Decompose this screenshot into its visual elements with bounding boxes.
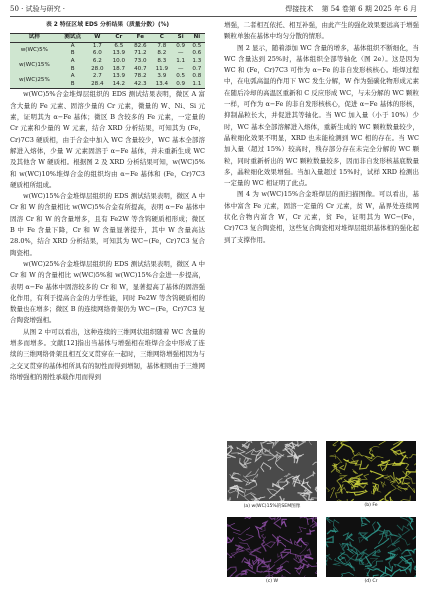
table-cell: 6.2 (92, 58, 102, 65)
table-cell-point: A (70, 42, 75, 49)
table-cell: 71.2 (134, 50, 147, 57)
table-cell-sample: w(WC)25% (18, 77, 50, 84)
map-texture (326, 517, 416, 577)
table-cell-point: A (70, 58, 75, 65)
table-row (10, 58, 205, 66)
body-paragraph: w(WC)25%合金堆焊层组织的 EDS 测试结果表明，微区 A 中 Cr 和 W 的含量相比 w(WC)5%和 w(WC)15%合金进一步提高，表明 α−Fe 基体中固溶较多的 Cr 和 W，显著提高了基体的固溶强化作用，有利于提高合金的力学性能，同时 Fe2W 等含钨硬质相的数量也在增多；微区 B 的连续网络骨架仍为 WC−(Fe，Cr)7C3 复合陶瓷增强相。 (10, 259, 205, 325)
sem-image-panel (227, 441, 317, 501)
table-cell: 11.9 (155, 65, 169, 72)
page-header (10, 3, 417, 17)
table-row (10, 73, 205, 81)
table-cell: 1.1 (176, 58, 186, 65)
table-cell: 8.2 (157, 50, 167, 57)
map-texture (227, 517, 317, 577)
table-cell: 42.3 (134, 80, 147, 87)
table-cell: 1.7 (92, 42, 102, 49)
table-title: 表 2 特征区域 EDS 分析结果（质量分数）(%) (45, 22, 170, 28)
table-header-row (10, 34, 205, 43)
body-paragraph: w(WC)5%合金堆焊层组织的 EDS 测试结果表明，微区 A 富含大量的 Fe 元素、固溶少量的 Cr 元素，微量的 W、Ni、Si 元素，证明其为 α−Fe 基体；微区 B 含较多的 Fe 元素，一定量的 Cr 元素和少量的 W 元素，结合 XRD 分析结果，可知其为 (Fe，Cr)7C3 硬质相，由于合金中加入 WC 含量较少，WC 基本全部溶解进入熔体，少量 W 元素固溶于 α−Fe 基体，并未重新生成 WC 及其他含 W 硬质相。根据图 2 及 XRD 分析结果可知，w(WC)5%和 w(WC)10%堆焊合金的组织均由 α−Fe 基体和 (Fe，Cr)7C3 硬质相所组成。 (10, 90, 205, 189)
table-row (10, 42, 205, 50)
fe-map-panel (326, 441, 416, 501)
table-cell: 6.0 (92, 50, 102, 57)
table-cell: 0.9 (176, 42, 186, 49)
table-cell: 10.0 (112, 58, 126, 65)
panel-background (326, 517, 416, 577)
map-texture (227, 441, 317, 501)
table-cell-point: B (70, 65, 75, 72)
table-cell: 28.4 (91, 80, 104, 87)
table-cell: — (177, 65, 184, 72)
table-cell: 1.3 (192, 58, 202, 65)
journal-volume: 第 54 卷第 6 期 2025 年 6 月 (321, 5, 417, 13)
journal-name: 焊接技术 (285, 5, 314, 13)
table-cell: — (177, 50, 184, 57)
table-cell: 0.8 (192, 73, 202, 80)
eds-table (10, 33, 205, 89)
figure-caption: (d) Cr (364, 579, 378, 584)
figure-caption: (a) w(WC)15%的SEM图像 (243, 504, 301, 509)
right-column (224, 20, 419, 246)
table-header-cell: 测试点 (64, 34, 82, 41)
table-cell: 0.9 (176, 80, 186, 87)
table-header-cell: 试样 (28, 34, 40, 41)
cr-map-panel (326, 517, 416, 577)
body-paragraph: w(WC)15%合金堆焊层组织的 EDS 测试结果表明，微区 A 中 Cr 和 W 的含量相比 w(WC)5%合金有所提高，表明 α−Fe 基体中固溶 Cr 和 W 的含量增多，且有 Fe2W 等含钨硬质相形成；微区 B 中 Fe 含量下降，Cr 和 W 含量显著提升，其中 W 含量高达 28.0%，结合 XRD 分析结果，可知其为 WC−(Fe，Cr)7C3 复合陶瓷相。 (10, 192, 205, 257)
body-paragraph: 图 2 显示，随着添加 WC 含量的增多，基体组织不断细化，当 WC 含量达到 25%时，基体组织全部等轴化（图 2e）。这是因为 WC 和 (Fe，Cr)7C3 可作为 α−Fe 的非自发形核核心。堆焊过程中，在电弧高温的作用下 WC 发生分解，W 作为强碳化物形成元素在随后冷却的高温区重新和 C 反应形成 WC，与未分解的 WC 颗粒一样，可作为 α−Fe 的非自发形核核心，促进 α−Fe 基体的形核，抑制晶粒长大，并促进其等轴化。当 WC 加入量（小于 10%）少时，WC 基本全部溶解进入熔体，重新生成的 WC 颗粒数量较少，晶粒细化效果不明显，XRD 也未能检测到 WC 相的存在。当 WC 加入量（超过 15%）较高时，残存部分存在未完全分解的 WC 颗粒，同时重新析出的 WC 颗粒数量较多，因而非自发形核基底数量多，晶粒细化效果增强。当加入量超过 15%时，试样 XRD 检测出一定量的 WC 相证明了此点。 (224, 43, 419, 188)
table-cell-point: B (70, 80, 75, 87)
table-header-cell: Si (177, 34, 184, 41)
table-cell: 78.2 (134, 73, 147, 80)
table-cell: 28.0 (91, 65, 104, 72)
table-cell: 13.4 (155, 80, 169, 87)
page-number-section: 50 · 试验与研究 · (10, 5, 66, 13)
table-cell: 73.0 (134, 58, 147, 65)
table-cell: 18.7 (112, 65, 126, 72)
table-cell: 3.9 (157, 73, 167, 80)
table-cell: 0.6 (192, 50, 202, 57)
table-cell-sample: w(WC)15% (18, 61, 50, 68)
table-header-cell: Cr (115, 34, 123, 41)
table-cell: 13.9 (112, 50, 126, 57)
table-cell-point: A (70, 73, 75, 80)
figure-caption: (c) W (265, 579, 279, 584)
figure-4 (224, 441, 419, 587)
table-cell: 8.3 (157, 58, 167, 65)
table-header-cell: W (94, 34, 101, 41)
w-map-panel (227, 517, 317, 577)
table-cell: 2.7 (92, 73, 102, 80)
table-cell-sample: w(WC)5% (20, 46, 48, 53)
body-paragraph: 从图 2 中可以看出，这种连续的三维网状组织随着 WC 含量的增多而增多。文献[12]指出当基体与增强相在堆焊合金中形成了连续的三维网络骨架且相互交叉贯穿在一起时，三维网络增强相因为与之交叉贯穿的基体相所具有的韧性而得到增韧，基体相则由于三维网络增强相的刚性承载作用而得到 (10, 327, 205, 381)
table-header-cell: C (159, 34, 164, 41)
table-cell: 0.5 (176, 73, 186, 80)
table-cell: 1.1 (192, 80, 202, 87)
table-cell: 13.9 (112, 73, 126, 80)
map-texture (326, 441, 416, 501)
table-cell: 7.8 (157, 42, 167, 49)
table-header-cell: Ni (193, 34, 201, 41)
table-cell-point: B (70, 50, 75, 57)
table-cell: 0.5 (192, 42, 202, 49)
table-cell: 14.2 (112, 80, 126, 87)
left-column (10, 20, 205, 383)
figure-caption: (b) Fe (364, 503, 378, 508)
table-cell: 0.7 (192, 65, 202, 72)
table-cell: 6.5 (114, 42, 124, 49)
table-cell: 82.6 (134, 42, 147, 49)
body-paragraph: 图 4 为 w(WC)15%合金堆焊层的面扫描图像。可以看出，基体中富含 Fe 元素，固溶一定量的 Cr 元素，贫 W，晶界处连续网状化合物内富含 W，Cr 元素，贫 Fe，证明其为 WC−(Fe，Cr)7C3 复合陶瓷相，这些复合陶瓷相对堆焊层组织基体相的强化起到了支撑作用。 (224, 190, 419, 244)
body-paragraph: 增强，二者相互依托、相互补强，由此产生的强化效果要远高于增强颗粒单独在基体中均匀分散的情形。 (224, 21, 419, 41)
table-header-cell: Fe (136, 34, 145, 41)
journal-info (279, 3, 417, 16)
table-cell: 40.7 (134, 65, 147, 72)
figure-panels (224, 441, 419, 587)
